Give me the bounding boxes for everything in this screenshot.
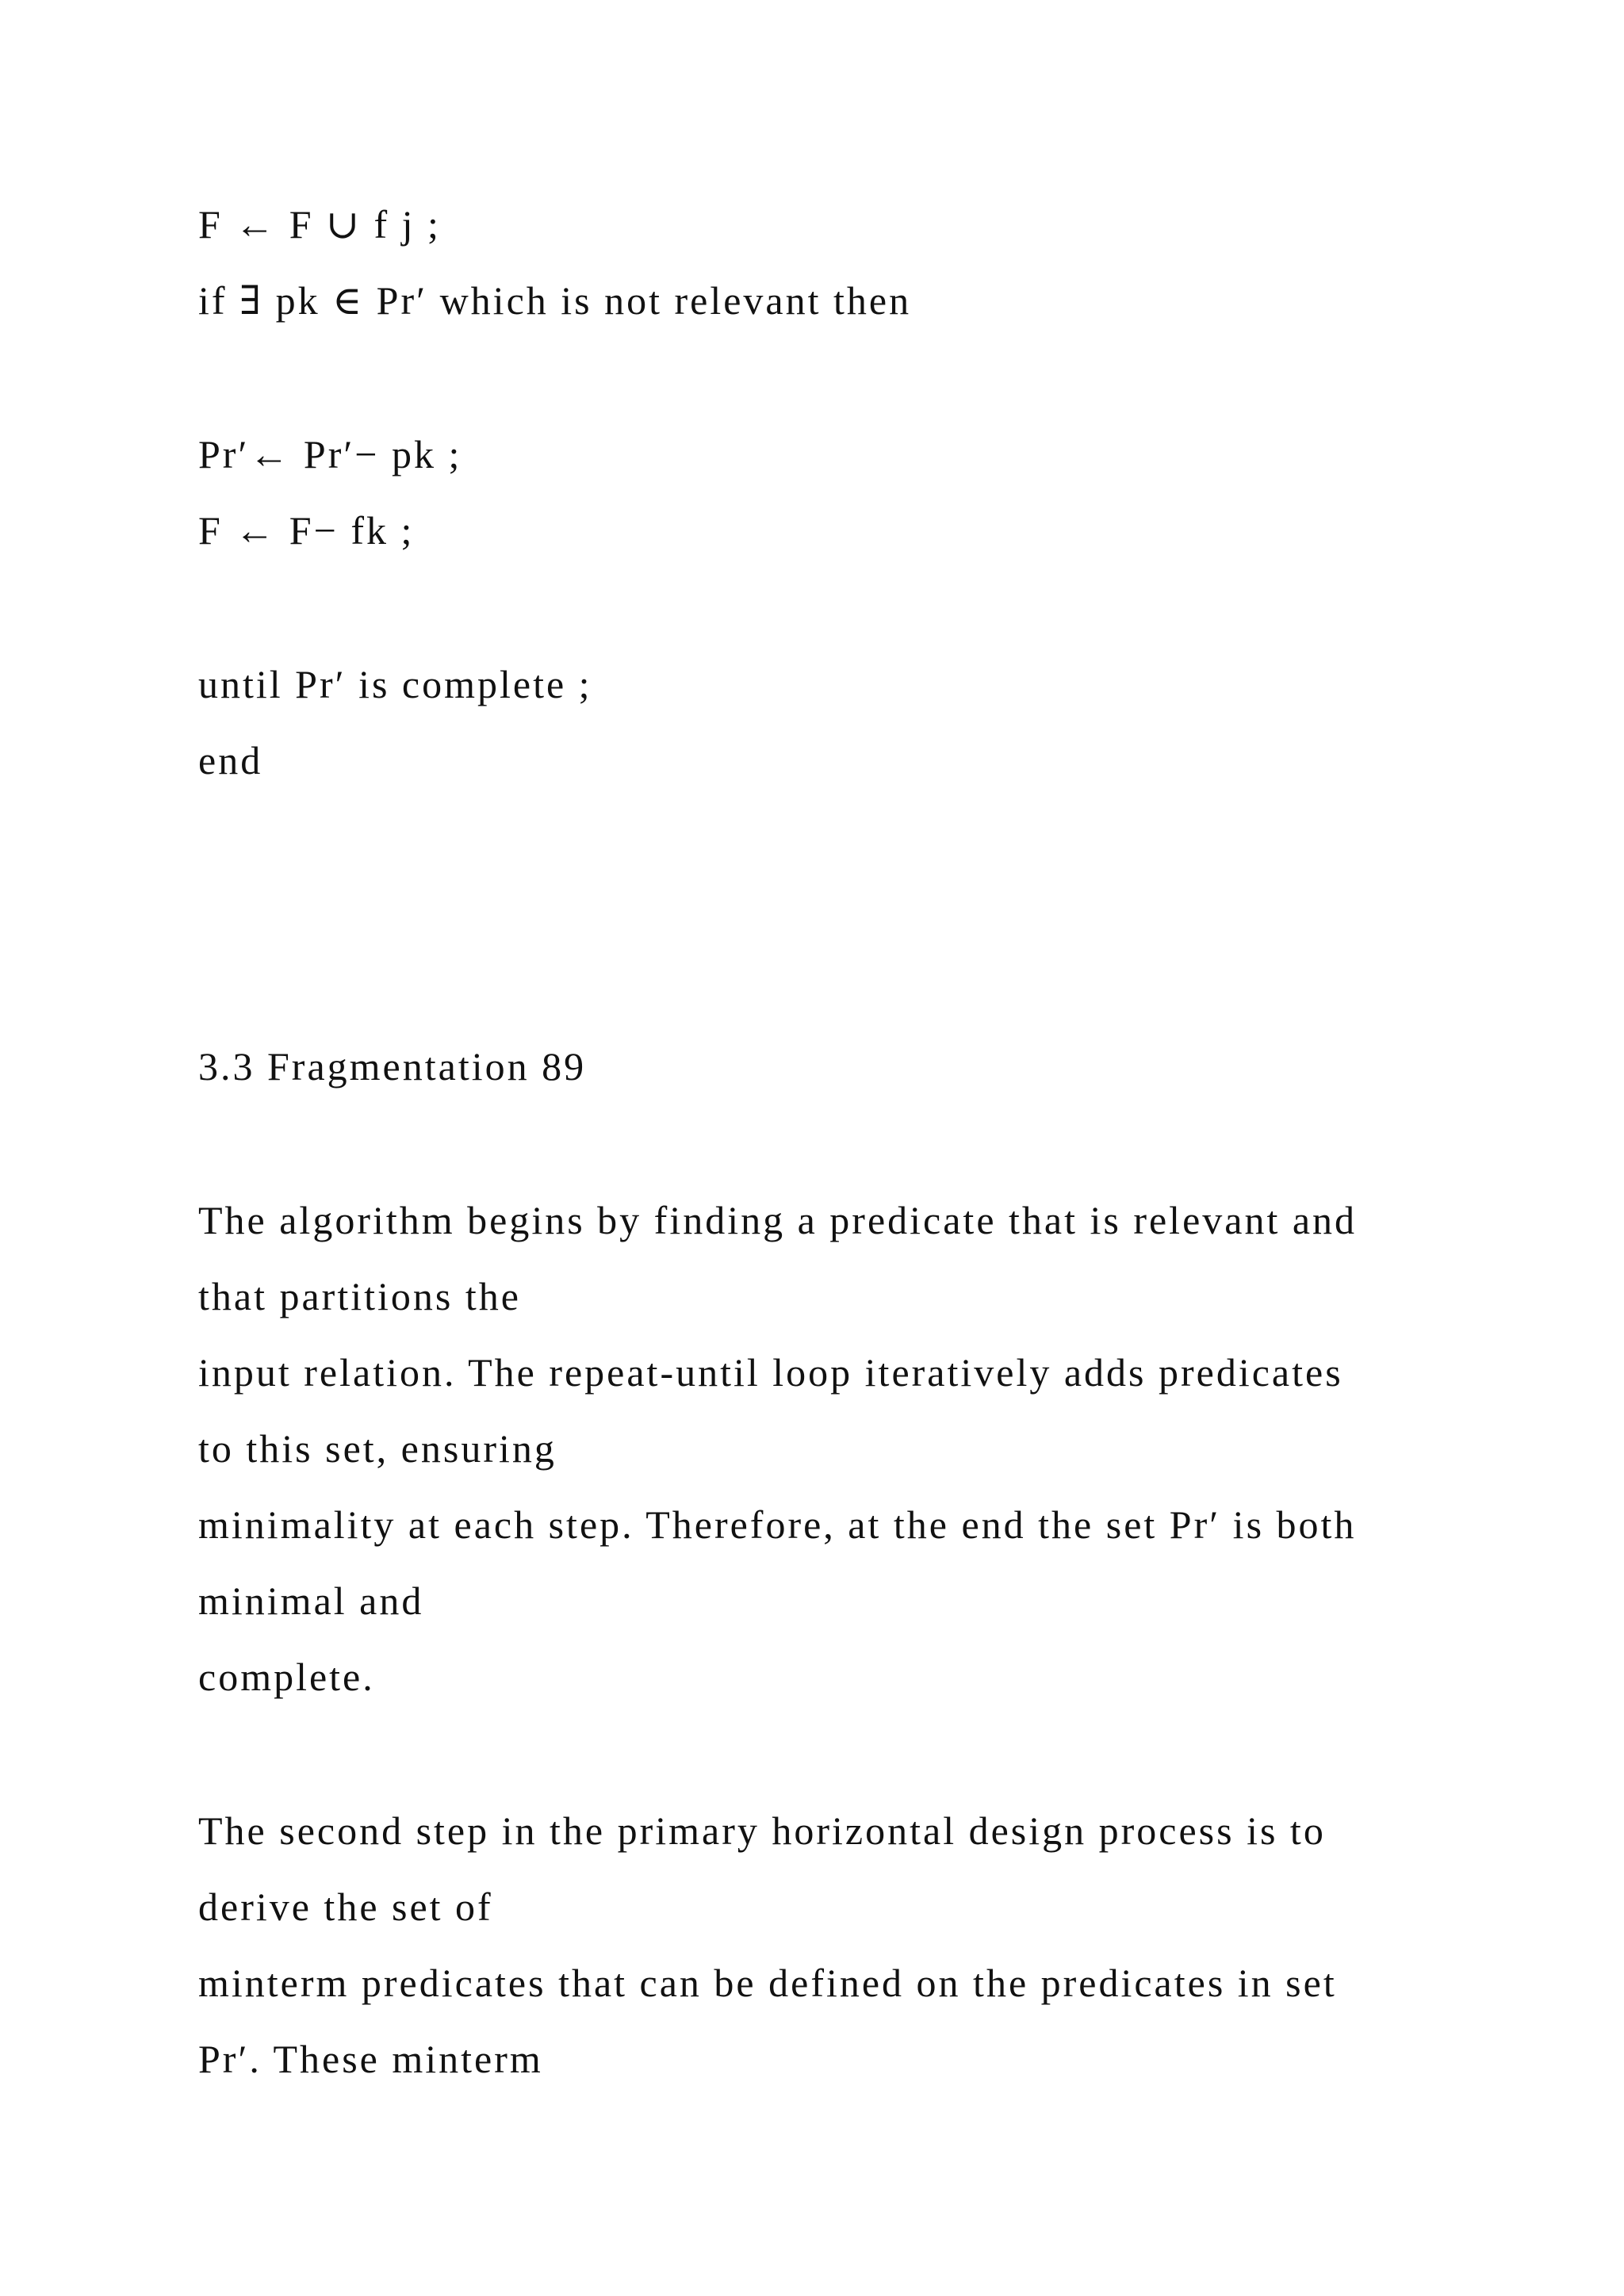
algorithm-line: Pr′← Pr′− pk ;: [198, 432, 462, 476]
algorithm-line: until Pr′ is complete ;: [198, 662, 592, 706]
paragraph-line: input relation. The repeat-until loop iteratively adds predicates: [198, 1350, 1343, 1395]
paragraph-line: to this set, ensuring: [198, 1426, 557, 1471]
paragraph-line: derive the set of: [198, 1885, 493, 1929]
paragraph-line: minimal and: [198, 1578, 424, 1623]
paragraph-line: that partitions the: [198, 1274, 521, 1318]
paragraph-line: The second step in the primary horizontal design process is to: [198, 1808, 1326, 1853]
section-header: 3.3 Fragmentation 89: [198, 1044, 587, 1089]
paragraph-line: minimality at each step. Therefore, at the end the set Pr′ is both: [198, 1502, 1357, 1547]
paragraph-line: complete.: [198, 1655, 375, 1699]
algorithm-line: end: [198, 738, 263, 783]
algorithm-line: if ∃ pk ∈ Pr′ which is not relevant then: [198, 278, 912, 323]
paragraph-line: Pr′. These minterm: [198, 2037, 543, 2081]
algorithm-line: F ← F− fk ;: [198, 508, 415, 553]
algorithm-line: F ← F ∪ f j ;: [198, 202, 441, 247]
paragraph-line: minterm predicates that can be defined on the predicates in set: [198, 1961, 1337, 2005]
paragraph-line: The algorithm begins by finding a predicate that is relevant and: [198, 1198, 1358, 1242]
